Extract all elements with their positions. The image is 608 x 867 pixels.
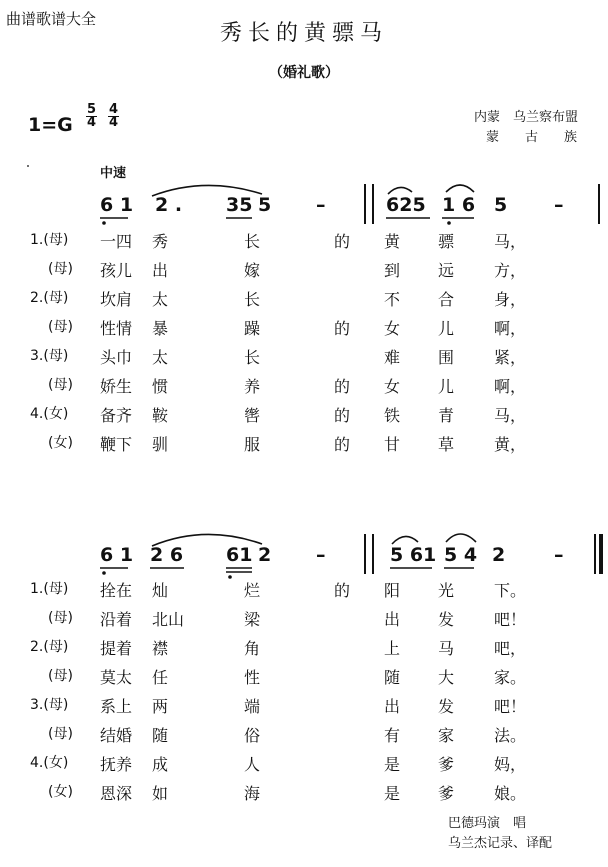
note-group: 1 6 [442, 194, 476, 216]
lyric-syllable: 到 [384, 261, 401, 280]
key-signature: 1=G [28, 114, 73, 136]
lyric-syllable: 莫太 [100, 668, 133, 687]
lyric-syllable: 出 [152, 261, 169, 280]
origin-ethnicity: 蒙 古 族 [486, 130, 578, 145]
lyric-syllable: 有 [384, 726, 401, 745]
song-subtitle: （婚礼歌） [269, 65, 339, 81]
lyric-syllable: 吧， [494, 639, 527, 658]
lyric-syllable: 提着 [100, 639, 133, 658]
verse-label: (母) [48, 726, 73, 742]
lyric-syllable: 家。 [494, 668, 527, 687]
lyric-syllable: 马， [494, 406, 527, 425]
lyric-syllable: 马 [438, 639, 455, 658]
lyric-syllable: 坎肩 [100, 290, 133, 309]
lyric-syllable: 光 [438, 581, 455, 600]
lyric-syllable: 青 [438, 406, 455, 425]
lyric-syllable: 烂 [244, 581, 261, 600]
lyric-syllable: 的 [334, 406, 351, 425]
note-group: 625 [386, 194, 426, 216]
lyric-syllable: 不 [384, 290, 401, 309]
slur [446, 185, 474, 192]
lyric-syllable: 大 [438, 668, 455, 687]
note-group: 2 6 [150, 544, 184, 566]
verse-label: 3.(母) [30, 697, 69, 713]
note-group: 6 1 [100, 194, 134, 216]
lyric-syllable: 灿 [152, 581, 169, 600]
lyric-syllable: 妈， [494, 755, 527, 774]
time-sig-numerator: 5 [87, 102, 97, 117]
lyric-syllable: 嫁 [244, 261, 261, 280]
lyric-syllable: 女 [384, 319, 401, 338]
lyric-syllable: 围 [438, 348, 455, 367]
verse-label: 4.(女) [30, 406, 69, 422]
lyric-syllable: 的 [334, 377, 351, 396]
lyric-syllable: 铁 [384, 406, 401, 425]
lyric-syllable: 长 [244, 232, 261, 251]
lyric-syllable: 儿 [438, 319, 455, 338]
lyric-syllable: 一四 [100, 232, 133, 251]
slur [392, 536, 418, 544]
slur [388, 187, 412, 194]
lyric-syllable: 身， [494, 290, 527, 309]
lyric-syllable: 发 [438, 697, 455, 716]
lyric-syllable: 是 [384, 755, 401, 774]
note-group: 35 [226, 194, 253, 216]
lyric-syllable: 服 [244, 435, 261, 454]
lyric-syllable: 法。 [494, 726, 527, 745]
lyric-syllable: 爹 [438, 784, 455, 803]
lyric-syllable: 端 [244, 697, 261, 716]
lyric-syllable: 娘。 [494, 784, 527, 803]
note-dash: – [554, 544, 564, 566]
note-group: 2 [258, 544, 272, 566]
credit-singer: 巴德玛演 唱 [448, 816, 527, 831]
lyric-syllable: 的 [334, 435, 351, 454]
note-dash: – [554, 194, 564, 216]
lyric-syllable: 上 [384, 639, 401, 658]
note-group: 2 [492, 544, 506, 566]
verse-label: (女) [48, 784, 73, 800]
lyric-syllable: 如 [152, 784, 169, 803]
lyric-syllable: 出 [384, 697, 401, 716]
lyric-syllable: 甘 [384, 435, 401, 454]
lyric-syllable: 拴在 [100, 581, 133, 600]
note-group: 5 4 [444, 544, 478, 566]
lyric-syllable: 长 [244, 290, 261, 309]
note-group: 6 1 [100, 544, 134, 566]
lyric-syllable: 下。 [494, 581, 527, 600]
octave-dot [228, 575, 232, 579]
lyric-syllable: 随 [384, 668, 401, 687]
song-title: 秀长的黄骠马 [219, 21, 388, 46]
lyric-syllable: 抚养 [100, 755, 133, 774]
note-dash: – [316, 194, 326, 216]
lyric-syllable: 驯 [152, 435, 169, 454]
lyric-syllable: 合 [438, 290, 455, 309]
lyric-syllable: 难 [384, 348, 401, 367]
lyric-syllable: 马， [494, 232, 527, 251]
verse-label: 2.(母) [30, 639, 69, 655]
lyric-syllable: 鞭下 [100, 435, 133, 454]
lyric-syllable: 角 [244, 639, 261, 658]
lyric-syllable: 俗 [244, 726, 261, 745]
verse-label: (母) [48, 610, 73, 626]
credit-recorder: 乌兰杰记录、译配 [448, 836, 553, 851]
lyric-syllable: 养 [244, 377, 261, 396]
lyric-syllable: 啊， [494, 377, 527, 396]
verse-label: (母) [48, 377, 73, 393]
tempo-marking: 中速 [100, 166, 127, 181]
lyric-syllable: 女 [384, 377, 401, 396]
octave-dot [102, 571, 106, 575]
octave-dot [102, 221, 106, 225]
lyric-syllable: 人 [244, 755, 261, 774]
note-group: 61 [226, 544, 253, 566]
lyric-syllable: 辔 [244, 406, 261, 425]
lyric-syllable: 骠 [438, 232, 455, 251]
lyric-syllable: 备齐 [100, 406, 133, 425]
lyric-syllable: 性 [244, 668, 261, 687]
lyric-syllable: 太 [152, 348, 169, 367]
slur [446, 534, 476, 542]
verse-label: (女) [48, 435, 73, 451]
lyric-syllable: 海 [244, 784, 261, 803]
lyric-syllable: 的 [334, 319, 351, 338]
lyric-syllable: 秀 [152, 232, 169, 251]
note-group: 2 . [155, 194, 183, 216]
lyric-syllable: 惯 [152, 377, 169, 396]
lyric-syllable: 吧！ [494, 610, 527, 629]
lyric-syllable: 恩深 [100, 784, 133, 803]
lyric-syllable: 阳 [384, 581, 401, 600]
lyric-syllable: 方， [494, 261, 527, 280]
lyric-syllable: 成 [152, 755, 169, 774]
lyric-syllable: 爹 [438, 755, 455, 774]
lyric-syllable: 头巾 [100, 348, 133, 367]
lyric-syllable: 鞍 [152, 406, 169, 425]
lyric-syllable: 沿着 [100, 610, 133, 629]
slur [152, 534, 262, 546]
slur [152, 185, 262, 196]
lyric-syllable: 吧！ [494, 697, 527, 716]
lyric-syllable: 长 [244, 348, 261, 367]
lyric-syllable: 梁 [244, 610, 261, 629]
lyric-syllable: 的 [334, 232, 351, 251]
lyric-syllable: 襟 [152, 639, 169, 658]
lyric-syllable: 躁 [244, 319, 261, 338]
verse-label: (母) [48, 668, 73, 684]
lyric-syllable: 的 [334, 581, 351, 600]
lyric-syllable: 草 [438, 435, 455, 454]
octave-dot [447, 221, 451, 225]
lyric-syllable: 发 [438, 610, 455, 629]
note-group: 5 61 [390, 544, 437, 566]
note-group: 5 [494, 194, 508, 216]
site-watermark: 曲谱歌谱大全 [6, 10, 97, 28]
lyric-syllable: 啊， [494, 319, 527, 338]
verse-label: (母) [48, 261, 73, 277]
lyric-syllable: 暴 [152, 319, 169, 338]
lyric-syllable: 两 [152, 697, 169, 716]
time-sig-denominator: 4 [87, 115, 97, 130]
verse-label: 3.(母) [30, 348, 69, 364]
lyric-syllable: 紧， [494, 348, 527, 367]
verse-label: 1.(母) [30, 581, 69, 597]
lyric-syllable: 任 [152, 668, 169, 687]
note-dash: – [316, 544, 326, 566]
lyric-syllable: 出 [384, 610, 401, 629]
lyric-syllable: 家 [438, 726, 455, 745]
origin-region: 内蒙 乌兰察布盟 [474, 110, 579, 125]
lyric-syllable: 北山 [152, 610, 185, 629]
lyric-syllable: 随 [152, 726, 169, 745]
lyric-syllable: 性情 [100, 319, 133, 338]
lyric-syllable: 结婚 [100, 726, 133, 745]
time-sig-numerator: 4 [109, 102, 119, 117]
lyric-syllable: 太 [152, 290, 169, 309]
note-group: 5 [258, 194, 272, 216]
verse-label: (母) [48, 319, 73, 335]
lyric-syllable: 系上 [100, 697, 133, 716]
lyric-syllable: 远 [438, 261, 455, 280]
lyric-syllable: 黄 [384, 232, 401, 251]
verse-label: 1.(母) [30, 232, 69, 248]
lyric-syllable: 是 [384, 784, 401, 803]
time-sig-denominator: 4 [109, 115, 119, 130]
verse-label: 2.(母) [30, 290, 69, 306]
lyric-syllable: 儿 [438, 377, 455, 396]
lyric-syllable: 黄， [494, 435, 527, 454]
lyric-syllable: 娇生 [100, 377, 133, 396]
lyric-syllable: 孩儿 [100, 261, 133, 280]
verse-label: 4.(女) [30, 755, 69, 771]
